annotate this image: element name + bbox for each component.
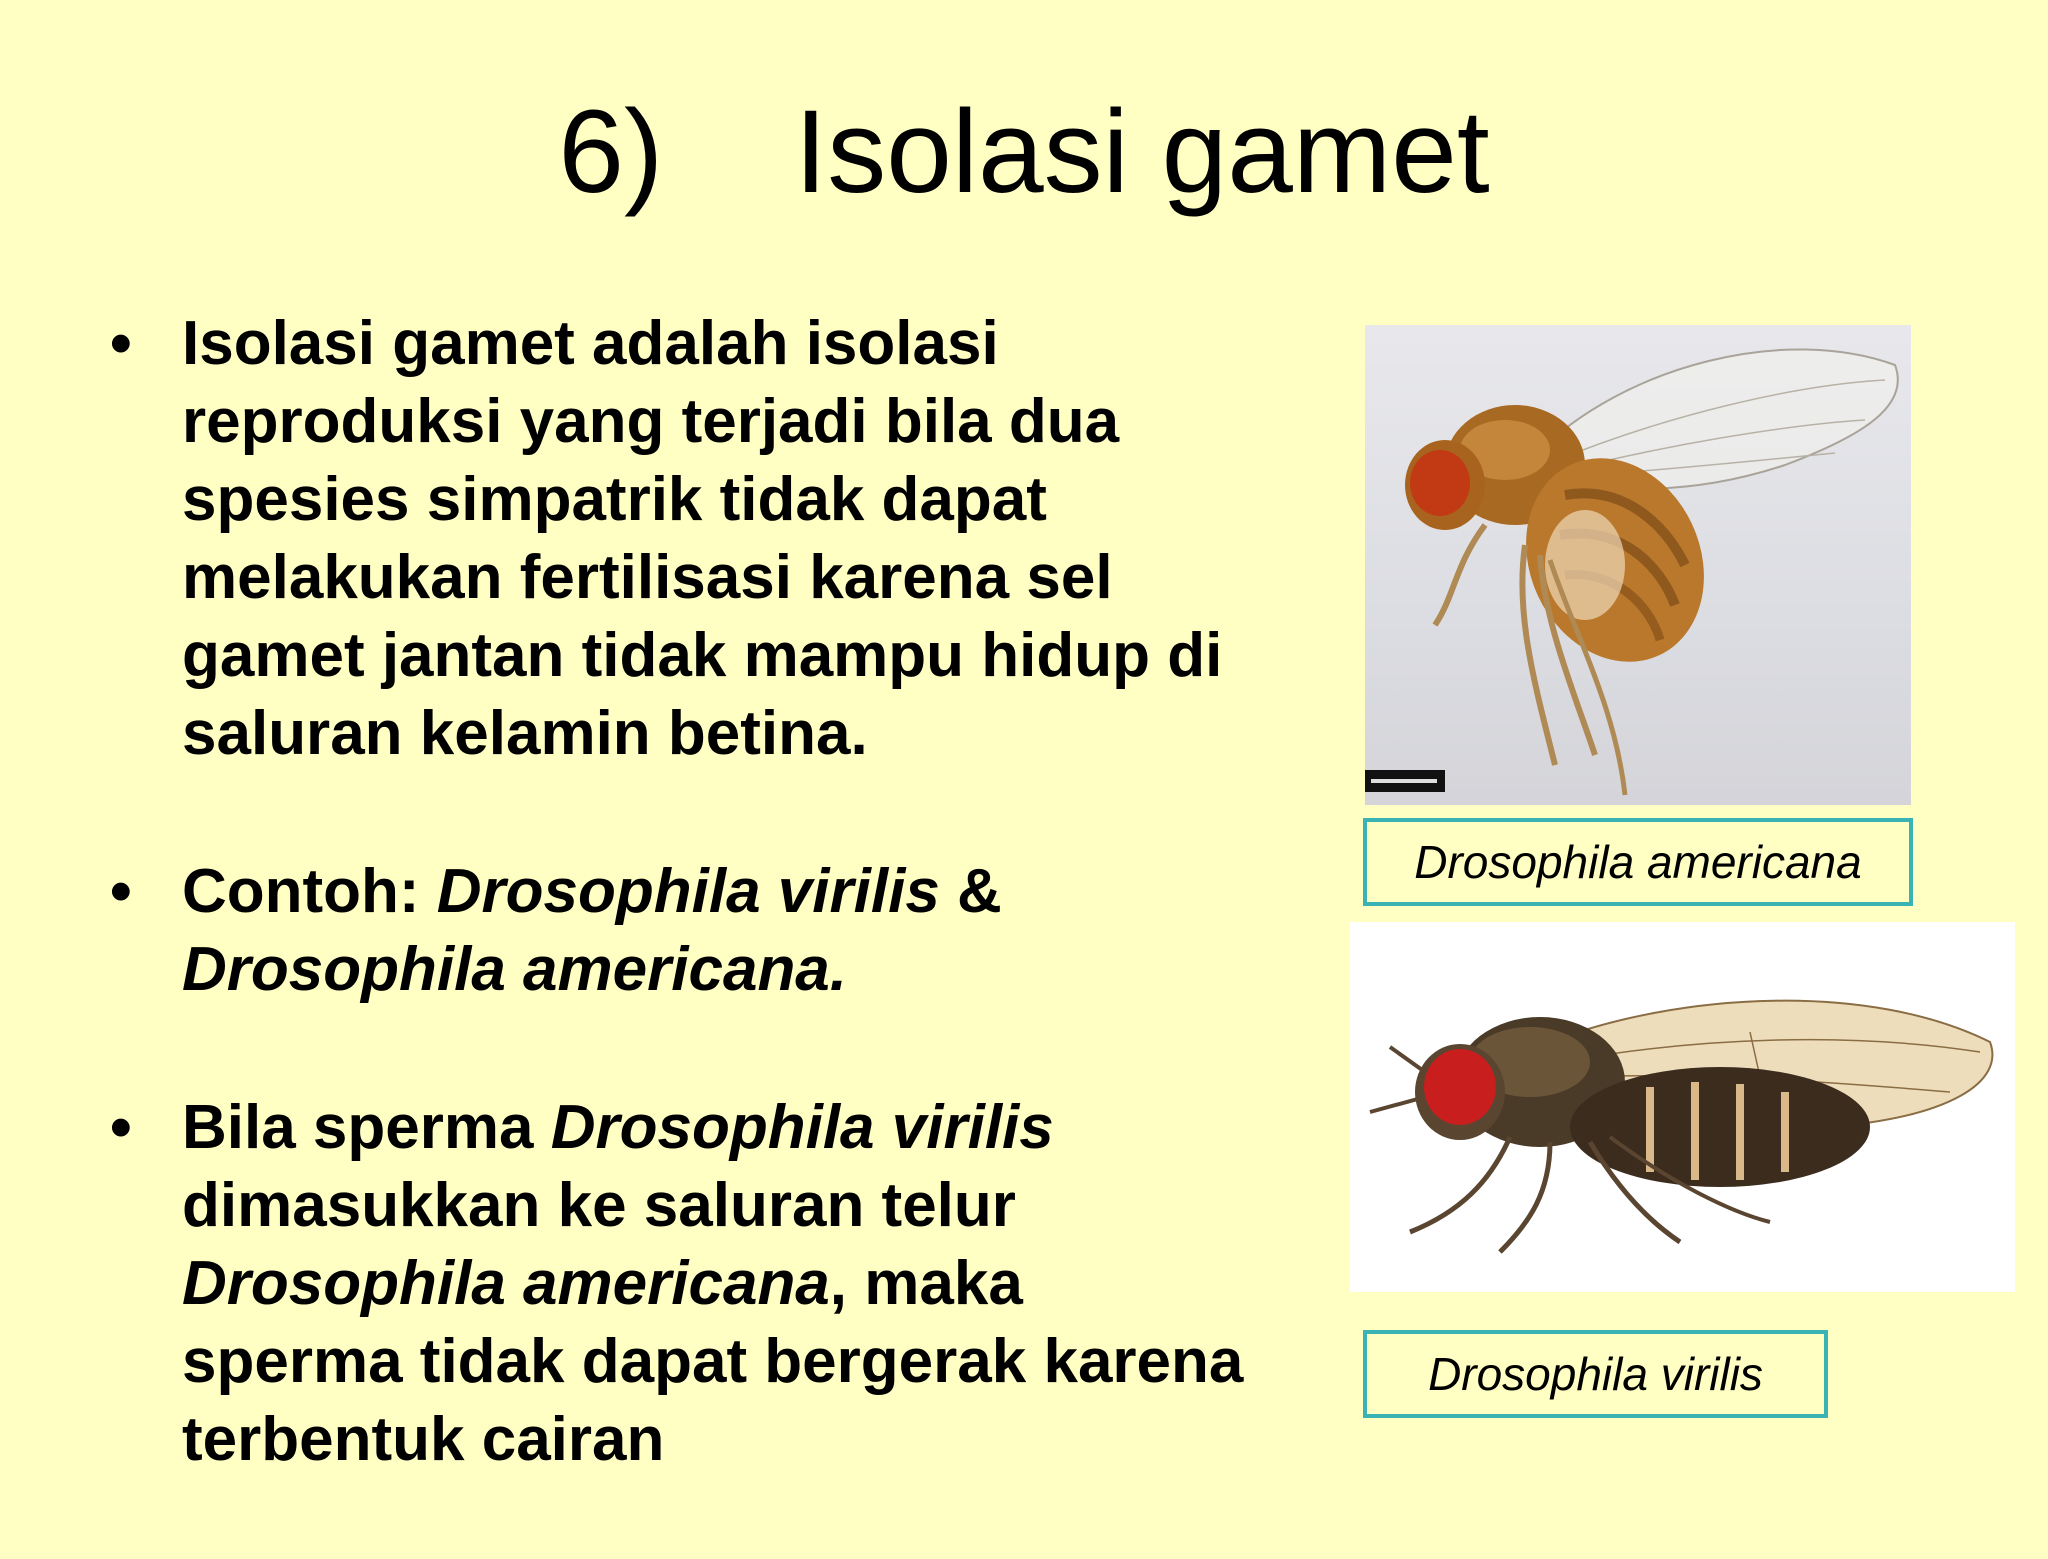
species-name: Drosophila americana. bbox=[182, 935, 848, 1004]
bullet-2-part-1: Contoh: bbox=[182, 857, 437, 926]
species-name: Drosophila virilis bbox=[550, 1093, 1054, 1162]
slide-title: 6) Isolasi gamet bbox=[558, 86, 1490, 218]
bullet-3-part-5: , maka sperma tidak dapat bergerak karena terbentuk cairan bbox=[182, 1249, 1244, 1474]
bullet-list bbox=[110, 305, 1250, 1559]
species-name: Drosophila virilis bbox=[436, 857, 940, 926]
bullet-item-3 bbox=[110, 1089, 1250, 1479]
fly-photo-virilis bbox=[1350, 922, 2015, 1292]
species-name: Drosophila americana bbox=[182, 1249, 830, 1318]
bullet-item-2 bbox=[110, 853, 1250, 1009]
caption-americana: Drosophila americana bbox=[1363, 818, 1913, 906]
bullet-1-text: Isolasi gamet adalah isolasi reproduksi yang terjadi bila dua spesies simpatrik tidak dapat melakukan fertilisasi karena sel gamet jantan tidak mampu hidup di saluran kelamin betina. bbox=[182, 309, 1223, 768]
fly-americana-illustration bbox=[1365, 325, 1911, 805]
bullet-2-part-3: & bbox=[939, 857, 1002, 926]
bullet-3-part-1: Bila sperma bbox=[182, 1093, 551, 1162]
caption-virilis: Drosophila virilis bbox=[1363, 1330, 1828, 1418]
bullet-3-part-3: dimasukkan ke saluran telur bbox=[182, 1171, 1016, 1240]
bullet-dot: • bbox=[110, 309, 132, 378]
fly-photo-americana bbox=[1365, 325, 1911, 805]
fly-virilis-illustration bbox=[1350, 922, 2015, 1292]
bullet-item-1 bbox=[110, 305, 1250, 773]
bullet-dot: • bbox=[110, 857, 132, 926]
bullet-dot: • bbox=[110, 1093, 132, 1162]
